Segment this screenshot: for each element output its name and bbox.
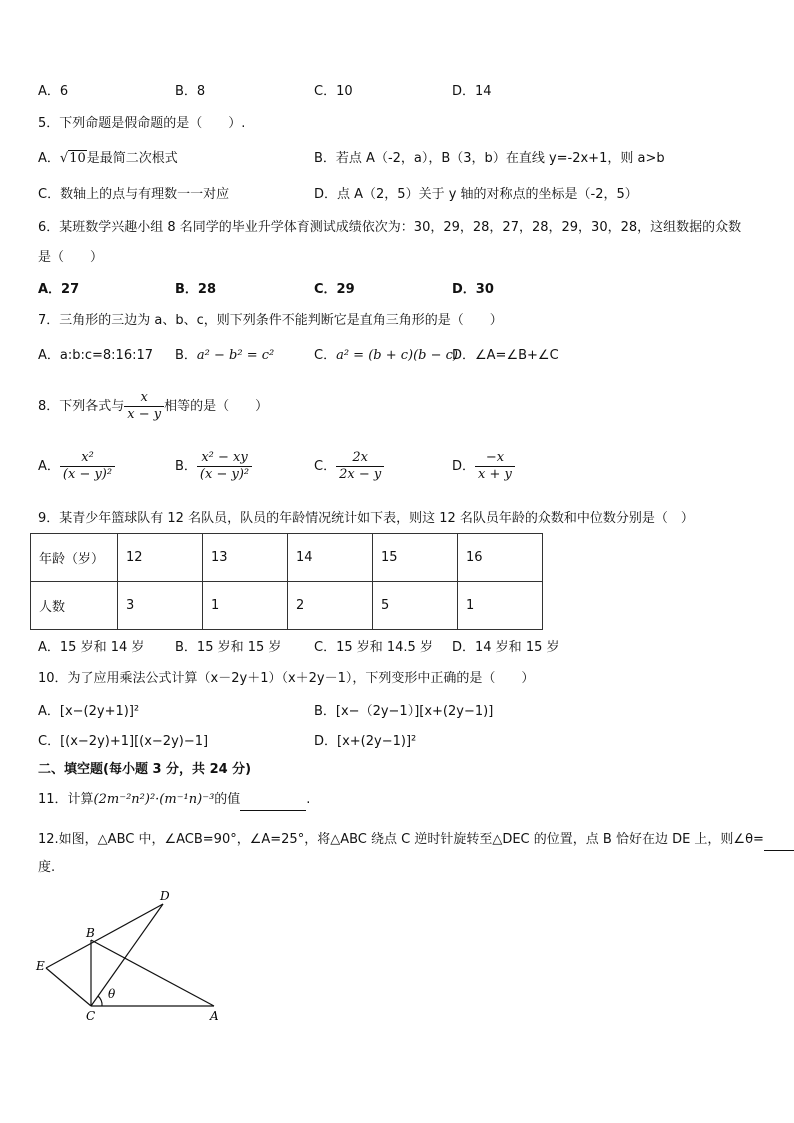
sqrt-symbol: √10: [59, 151, 86, 166]
label-b: B: [86, 926, 95, 940]
label-c: C: [86, 1009, 96, 1023]
q8-option-b: B． $\frac{\text{x² − xy}}{\text{(x − y)²}}$: [175, 450, 252, 483]
table-cell: 1: [458, 582, 543, 630]
q10-option-c: C．[(x−2y)+1][(x−2y)−1]: [38, 734, 209, 749]
q8-stem-fraction: $\frac{x}{x - y}$: [124, 390, 164, 423]
q10-option-a: A．[x−(2y+1)]²: [38, 704, 140, 719]
q9-option-c: C．15 岁和 14.5 岁: [314, 640, 433, 655]
q4-option-b: B．8: [175, 84, 206, 99]
q5-option-b: B．若点 A（-2，a），B（3，b）在直线 y=-2x+1，则 a>b: [314, 151, 665, 166]
age-table: [30, 533, 543, 630]
q6-option-d: D．30: [452, 282, 494, 297]
table-cell: 14: [288, 534, 373, 582]
triangle-figure: [30, 880, 230, 1030]
section-heading: 二、填空题(每小题 3 分，共 24 分): [38, 762, 252, 777]
table-cell: 年龄（岁）: [31, 534, 118, 582]
q10-option-b: B．[x−（2y−1）][x+(2y−1)]: [314, 704, 494, 719]
q6-option-a: A．27: [38, 282, 80, 297]
table-cell: 3: [118, 582, 203, 630]
q6-stem-line2: 是（ ）: [38, 250, 104, 265]
q7-stem: 7．三角形的三边为 a、b、c，则下列条件不能判断它是直角三角形的是（ ）: [38, 313, 503, 328]
q9-option-a: A．15 岁和 14 岁: [38, 640, 145, 655]
label-theta: θ: [108, 987, 116, 1001]
q5-option-c: C．数轴上的点与有理数一一对应: [38, 187, 230, 202]
segment-ec: [46, 968, 91, 1006]
q12-line1: 12.如图，△ABC 中，∠ACB=90°，∠A=25°，将△ABC 绕点 C 逆时针旋转至△DEC 的位置，点 B 恰好在边 DE 上，则∠θ=: [38, 830, 794, 851]
q8-option-c: C． $\frac{2x}{2x - y}$: [314, 450, 384, 483]
q4-option-a: A．6: [38, 84, 69, 99]
segment-cd: [91, 904, 163, 1006]
q10-stem: 10．为了应用乘法公式计算（x－2y＋1）（x＋2y－1），下列变形中正确的是（ ）: [38, 671, 535, 686]
q9-option-d: D．14 岁和 15 岁: [452, 640, 560, 655]
label-d: D: [160, 889, 170, 903]
table-cell: 人数: [31, 582, 118, 630]
q8-option-d: D． $\frac{-x}{x + y}$: [452, 450, 515, 483]
q8-option-a: A． $\frac{\text{x²}}{\text{(x − y)²}}$: [38, 450, 115, 483]
q7-option-b: B．a² − b² = c²: [175, 348, 275, 363]
segment-ed: [46, 904, 163, 968]
q9-stem: 9．某青少年篮球队有 12 名队员，队员的年龄情况统计如下表，则这 12 名队员年龄的众数和中位数分别是（ ）: [38, 511, 694, 526]
table-cell: 12: [118, 534, 203, 582]
q7-option-d: D．∠A=∠B+∠C: [452, 348, 559, 363]
label-e: E: [36, 959, 45, 973]
q4-option-d: D．14: [452, 84, 492, 99]
q9-option-b: B．15 岁和 15 岁: [175, 640, 282, 655]
q7-option-a: A．a:b:c=8:16:17: [38, 348, 154, 363]
q6-stem-line1: 6．某班数学兴趣小组 8 名同学的毕业升学体育测试成绩依次为：30，29，28，27，28，29，30，28，这组数据的众数: [38, 220, 742, 235]
q5-option-a: A．√10是最简二次根式: [38, 151, 178, 166]
q5-stem: 5．下列命题是假命题的是（ ）.: [38, 116, 246, 131]
table-row: [31, 582, 543, 630]
q4-option-c: C．10: [314, 84, 353, 99]
answer-blank[interactable]: [240, 790, 306, 811]
answer-blank[interactable]: [764, 830, 794, 851]
q10-option-d: D．[x+(2y−1)]²: [314, 734, 417, 749]
table-cell: 1: [203, 582, 288, 630]
q5-option-d: D．点 A（2，5）关于 y 轴的对称点的坐标是（-2，5）: [314, 187, 638, 202]
table-row: [31, 534, 543, 582]
q12-line2: 度.: [38, 860, 56, 875]
q8-stem: 8．下列各式与 $\frac{x}{x - y}$ 相等的是（ ）: [38, 390, 269, 422]
theta-arc: [98, 996, 102, 1006]
q11: 11．计算(2m⁻²n²)²·(m⁻¹n)⁻³的值 .: [38, 790, 310, 811]
q7-option-c: C．a² = (b + c)(b − c): [314, 348, 459, 363]
table-cell: 16: [458, 534, 543, 582]
label-a: A: [210, 1009, 219, 1023]
table-cell: 2: [288, 582, 373, 630]
q6-option-b: B．28: [175, 282, 216, 297]
table-cell: 5: [373, 582, 458, 630]
q6-option-c: C．29: [314, 282, 355, 297]
table-cell: 15: [373, 534, 458, 582]
table-cell: 13: [203, 534, 288, 582]
